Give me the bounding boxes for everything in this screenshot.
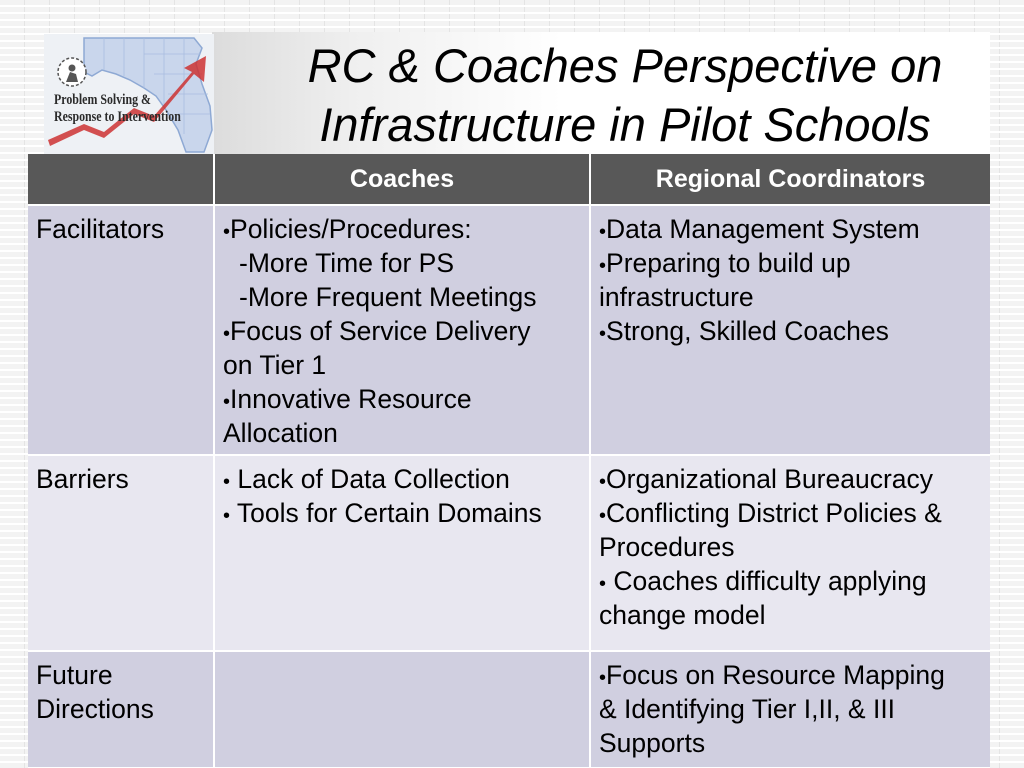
list-item-text: -More Time for PS xyxy=(239,248,454,278)
list-item-text: Strong, Skilled Coaches xyxy=(606,316,889,346)
row-label-barriers: Barriers xyxy=(28,455,214,651)
bullet-icon: • xyxy=(223,391,231,413)
list-item-text: change model xyxy=(599,600,766,630)
list-item xyxy=(599,692,982,726)
list-item-text: Lack of Data Collection xyxy=(230,464,510,494)
list-item xyxy=(223,348,581,382)
list-item xyxy=(223,462,581,496)
bullet-icon: • xyxy=(223,323,231,345)
list-item-text: infrastructure xyxy=(599,282,754,312)
bullet-icon: • xyxy=(223,471,231,493)
bullet-icon: • xyxy=(599,573,607,595)
bullet-icon: • xyxy=(599,323,607,345)
list-item xyxy=(223,416,581,450)
list-item-text: Innovative Resource xyxy=(230,384,472,414)
slide-title-line1: RC & Coaches Perspective on xyxy=(307,39,943,92)
list-item-text: Focus on Resource Mapping xyxy=(606,660,945,690)
list-item-text: Conflicting District Policies & xyxy=(606,498,942,528)
row-label-facilitators: Facilitators xyxy=(28,205,214,455)
list-item xyxy=(599,530,982,564)
list-item-text: Organizational Bureaucracy xyxy=(606,464,934,494)
list-item-text: Supports xyxy=(599,728,706,758)
list-item-text: Data Management System xyxy=(606,214,920,244)
header-blank xyxy=(28,154,214,205)
list-item xyxy=(223,314,581,348)
bullet-icon: • xyxy=(599,667,607,689)
header-regional-coordinators: Regional Coordinators xyxy=(590,154,990,205)
list-item xyxy=(599,496,982,530)
list-item-text: -More Frequent Meetings xyxy=(239,282,537,312)
bullet-icon: • xyxy=(599,505,607,527)
bullet-icon: • xyxy=(223,505,231,527)
row-label-future-line1: Future xyxy=(36,660,113,690)
list-item-text: Focus of Service Delivery xyxy=(230,316,531,346)
bullet-icon: • xyxy=(599,221,607,243)
cell-facilitators-coaches xyxy=(214,205,590,455)
list-item xyxy=(599,564,982,598)
slide-title xyxy=(240,36,1010,154)
list-item-text: on Tier 1 xyxy=(223,350,327,380)
list-item xyxy=(599,726,982,760)
list-item-text: Preparing to build up xyxy=(606,248,851,278)
list-item xyxy=(599,462,982,496)
row-label-future-directions xyxy=(28,651,214,768)
table-row-barriers xyxy=(28,455,990,651)
list-item xyxy=(599,246,982,280)
slide-title-line2: Infrastructure in Pilot Schools xyxy=(319,98,931,151)
cell-barriers-coaches xyxy=(214,455,590,651)
logo-text xyxy=(54,92,181,126)
bullet-icon: • xyxy=(223,221,231,243)
list-item xyxy=(223,212,581,246)
table-header-row xyxy=(28,154,990,205)
comparison-table xyxy=(28,154,990,768)
cell-future-coaches xyxy=(214,651,590,768)
table-row-future-directions xyxy=(28,651,990,768)
list-item-text: Policies/Procedures: xyxy=(230,214,472,244)
list-item-text: Procedures xyxy=(599,532,735,562)
logo-text-line1: Problem Solving & xyxy=(54,92,151,108)
list-item xyxy=(223,382,581,416)
list-item xyxy=(599,280,982,314)
list-item-text: Coaches difficulty applying xyxy=(606,566,927,596)
bullet-icon: • xyxy=(599,255,607,277)
list-item-text: Tools for Certain Domains xyxy=(230,498,542,528)
list-item xyxy=(223,280,581,314)
logo-text-line2: Response to Intervention xyxy=(54,109,181,125)
list-item-text: & Identifying Tier I,II, & III xyxy=(599,694,896,724)
list-item xyxy=(223,496,581,530)
cell-future-rc xyxy=(590,651,990,768)
row-label-future-line2: Directions xyxy=(36,694,154,724)
list-item-text: Allocation xyxy=(223,418,338,448)
list-item xyxy=(599,598,982,632)
list-item xyxy=(599,212,982,246)
florida-map-logo xyxy=(44,34,214,154)
list-item xyxy=(599,314,982,348)
list-item xyxy=(599,658,982,692)
table-row-facilitators xyxy=(28,205,990,455)
bullet-icon: • xyxy=(599,471,607,493)
cell-barriers-rc xyxy=(590,455,990,651)
list-item xyxy=(223,246,581,280)
header-coaches: Coaches xyxy=(214,154,590,205)
cell-facilitators-rc xyxy=(590,205,990,455)
